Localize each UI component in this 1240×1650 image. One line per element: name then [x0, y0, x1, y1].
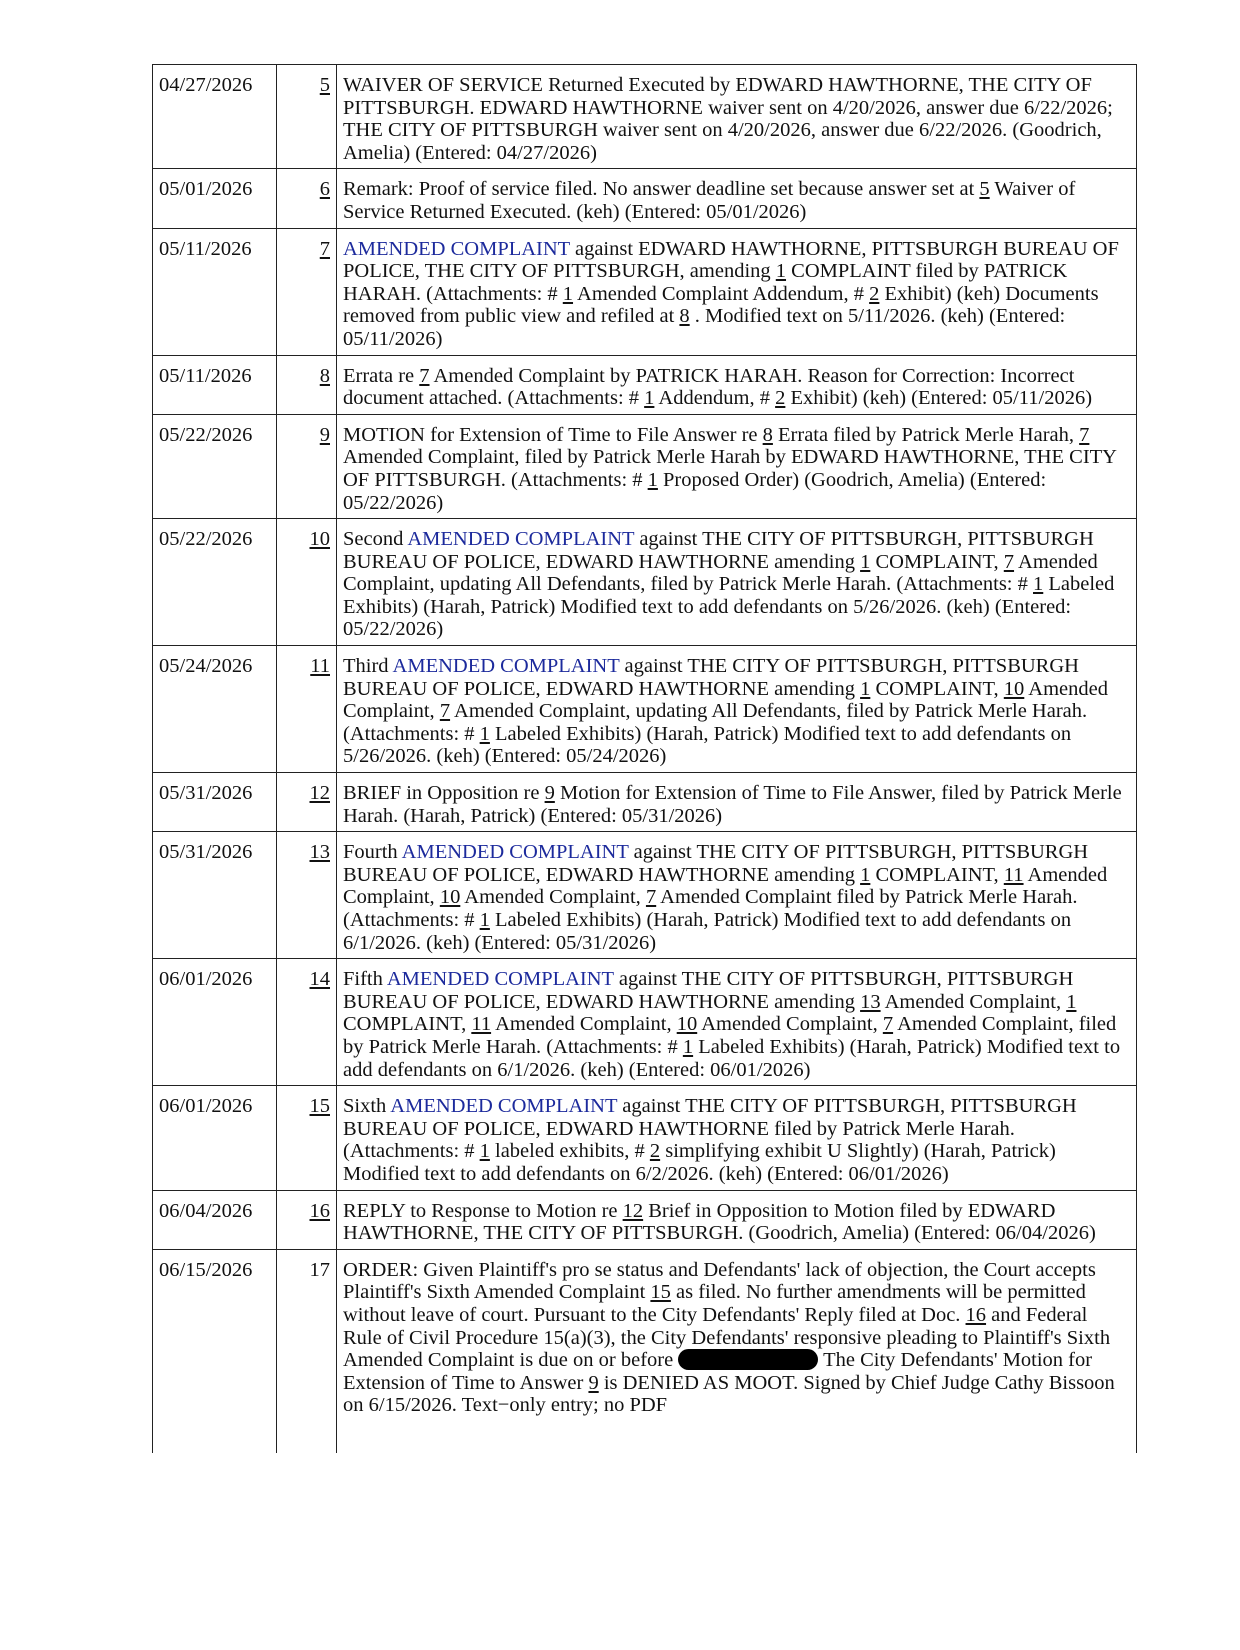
document-reference-link[interactable]: 2 — [649, 1140, 661, 1163]
docket-text-highlight: AMENDED COMPLAINT — [407, 528, 635, 551]
entry-date: 05/11/2026 — [153, 228, 277, 355]
document-reference-link[interactable]: 2 — [869, 282, 880, 305]
docket-entry-row — [153, 832, 1137, 959]
entry-number-link[interactable]: 5 — [319, 74, 330, 96]
docket-entry-row — [153, 646, 1137, 773]
docket-entry-row — [153, 1086, 1137, 1190]
docket-entry-row — [153, 1249, 1137, 1453]
docket-entry-row — [153, 519, 1137, 646]
document-reference-link[interactable]: 1 — [1066, 990, 1077, 1013]
document-reference-link[interactable]: 10 — [1003, 677, 1025, 700]
entry-description: Errata re 7 Amended Complaint by PATRICK HARAH. Reason for Correction: Incorrect document attached. (Attachments: # 1 Addendum, # 2 Exhibit) (keh) (Entered: 05/11/2026) — [337, 355, 1137, 414]
document-reference-link[interactable]: 2 — [775, 387, 786, 410]
entry-date: 06/01/2026 — [153, 1086, 277, 1190]
document-reference-link[interactable]: 9 — [544, 782, 555, 805]
document-reference-link[interactable]: 11 — [1003, 863, 1024, 886]
entry-number-link[interactable]: 8 — [319, 364, 330, 387]
document-reference-link[interactable]: 7 — [645, 886, 657, 909]
docket-entry-row — [153, 169, 1137, 228]
docket-entry-row — [153, 1190, 1137, 1249]
entry-description: ORDER: Given Plaintiff's pro se status and Defendants' lack of objection, the Court accepts Plaintiff's Sixth Amended Complaint 15 as filed. No further amendments will be permitted without leave of court. Pursuant to the City Defendants' Reply filed at Doc. 16 and Federal Rule of Civil Procedure 15(a)(3), the City Defendants' responsive pleading to Plaintiff's Sixth Amended Complaint is due on or before The City Defendants' Motion for Extension of Time to Answer 9 is DENIED AS MOOT. Signed by Chief Judge Cathy Bissoon on 6/15/2026. Text−only entry; no PDF — [337, 1249, 1137, 1453]
docket-entry-row — [153, 959, 1137, 1086]
entry-date: 05/22/2026 — [153, 519, 277, 646]
document-reference-link[interactable]: 1 — [775, 260, 787, 283]
document-reference-link[interactable]: 7 — [439, 700, 451, 723]
document-reference-link[interactable]: 1 — [479, 1140, 490, 1163]
entry-number-link[interactable]: 15 — [309, 1095, 330, 1118]
document-reference-link[interactable]: 1 — [860, 863, 871, 886]
entry-description: Fourth AMENDED COMPLAINT against THE CITY OF PITTSBURGH, PITTSBURGH BUREAU OF POLICE, EDWARD HAWTHORNE amending 1 COMPLAINT, 11 Amended Complaint, 10 Amended Complaint, 7 Amended Complaint filed by Patrick Merle Harah. (Attachments: # 1 Labeled Exhibits) (Harah, Patrick) Modified text to add defendants on 6/1/2026. (keh) (Entered: 05/31/2026) — [337, 832, 1137, 959]
document-reference-link[interactable]: 1 — [1033, 573, 1044, 596]
entry-description: WAIVER OF SERVICE Returned Executed by EDWARD HAWTHORNE, THE CITY OF PITTSBURGH. EDWARD HAWTHORNE waiver sent on 4/20/2026, answer due 6/22/2026; THE CITY OF PITTSBURGH waiver sent on 4/20/2026, answer due 6/22/2026. (Goodrich, Amelia) (Entered: 04/27/2026) — [337, 65, 1137, 169]
document-reference-link[interactable]: 7 — [1079, 423, 1090, 446]
document-reference-link[interactable]: 1 — [647, 468, 658, 491]
document-reference-link[interactable]: 1 — [860, 677, 871, 700]
docket-text-highlight: AMENDED COMPLAINT — [390, 1095, 618, 1118]
entry-description: BRIEF in Opposition re 9 Motion for Extension of Time to File Answer, filed by Patrick Merle Harah. (Harah, Patrick) (Entered: 05/31/2026) — [337, 773, 1137, 832]
entry-date: 05/24/2026 — [153, 646, 277, 773]
entry-number-cell — [277, 1249, 337, 1453]
entry-description: Fifth AMENDED COMPLAINT against THE CITY OF PITTSBURGH, PITTSBURGH BUREAU OF POLICE, EDWARD HAWTHORNE amending 13 Amended Complaint, 1 COMPLAINT, 11 Amended Complaint, 10 Amended Complaint, 7 Amended Complaint, filed by Patrick Merle Harah. (Attachments: # 1 Labeled Exhibits) (Harah, Patrick) Modified text to add defendants on 6/1/2026. (keh) (Entered: 06/01/2026) — [337, 959, 1137, 1086]
entry-number-cell — [277, 519, 337, 646]
entry-number-link[interactable]: 14 — [309, 968, 330, 991]
entry-date: 05/11/2026 — [153, 355, 277, 414]
docket-table — [152, 64, 1137, 1453]
entry-description: REPLY to Response to Motion re 12 Brief in Opposition to Motion filed by EDWARD HAWTHORNE, THE CITY OF PITTSBURGH. (Goodrich, Amelia) (Entered: 06/04/2026) — [337, 1190, 1137, 1249]
entry-description: MOTION for Extension of Time to File Answer re 8 Errata filed by Patrick Merle Harah, 7 Amended Complaint, filed by Patrick Merle Harah by EDWARD HAWTHORNE, THE CITY OF PITTSBURGH. (Attachments: # 1 Proposed Order) (Goodrich, Amelia) (Entered: 05/22/2026) — [337, 414, 1137, 518]
docket-text-highlight: AMENDED COMPLAINT — [386, 968, 614, 991]
docket-table-body — [153, 65, 1137, 1453]
docket-text-highlight: AMENDED COMPLAINT — [401, 841, 629, 864]
document-reference-link[interactable]: 7 — [882, 1013, 894, 1036]
document-reference-link[interactable]: 7 — [1003, 550, 1015, 573]
entry-number-link[interactable]: 13 — [309, 841, 330, 864]
entry-number-cell — [277, 773, 337, 832]
document-reference-link[interactable]: 13 — [860, 990, 881, 1013]
docket-text-highlight: AMENDED COMPLAINT — [343, 237, 570, 260]
entry-date: 06/15/2026 — [153, 1249, 277, 1453]
entry-date: 05/01/2026 — [153, 169, 277, 228]
entry-description: AMENDED COMPLAINT against EDWARD HAWTHORNE, PITTSBURGH BUREAU OF POLICE, THE CITY OF PITTSBURGH, amending 1 COMPLAINT filed by PATRICK HARAH. (Attachments: # 1 Amended Complaint Addendum, # 2 Exhibit) (keh) Documents removed from public view and refiled at 8 . Modified text on 5/11/2026. (keh) (Entered: 05/11/2026) — [337, 228, 1137, 355]
entry-number-link[interactable]: 11 — [310, 655, 330, 678]
document-reference-link[interactable]: 1 — [682, 1035, 694, 1058]
document-reference-link[interactable]: 1 — [479, 722, 490, 745]
document-reference-link[interactable]: 1 — [479, 909, 490, 931]
entry-description: Third AMENDED COMPLAINT against THE CITY OF PITTSBURGH, PITTSBURGH BUREAU OF POLICE, EDWARD HAWTHORNE amending 1 COMPLAINT, 10 Amended Complaint, 7 Amended Complaint, updating All Defendants, filed by Patrick Merle Harah. (Attachments: # 1 Labeled Exhibits) (Harah, Patrick) Modified text to add defendants on 5/26/2026. (keh) (Entered: 05/24/2026) — [337, 646, 1137, 773]
document-reference-link[interactable]: 10 — [676, 1013, 698, 1036]
document-reference-link[interactable]: 8 — [762, 423, 773, 446]
entry-date: 04/27/2026 — [153, 65, 277, 169]
entry-number: 17 — [309, 1258, 330, 1281]
entry-number-link[interactable]: 6 — [319, 178, 330, 201]
entry-date: 06/01/2026 — [153, 959, 277, 1086]
entry-date: 05/31/2026 — [153, 773, 277, 832]
document-reference-link[interactable]: 5 — [979, 178, 990, 201]
docket-entry-row — [153, 355, 1137, 414]
entry-number-cell — [277, 832, 337, 959]
entry-number-cell — [277, 414, 337, 518]
document-reference-link[interactable]: 15 — [650, 1281, 671, 1304]
document-reference-link[interactable]: 11 — [471, 1013, 492, 1036]
entry-number-cell — [277, 646, 337, 773]
redaction-mark — [678, 1349, 818, 1370]
document-reference-link[interactable]: 1 — [644, 387, 655, 410]
entry-number-link[interactable]: 12 — [309, 782, 330, 805]
entry-description: Second AMENDED COMPLAINT against THE CITY OF PITTSBURGH, PITTSBURGH BUREAU OF POLICE, EDWARD HAWTHORNE amending 1 COMPLAINT, 7 Amended Complaint, updating All Defendants, filed by Patrick Merle Harah. (Attachments: # 1 Labeled Exhibits) (Harah, Patrick) Modified text to add defendants on 5/26/2026. (keh) (Entered: 05/22/2026) — [337, 519, 1137, 646]
entry-date: 05/31/2026 — [153, 832, 277, 959]
entry-number-link[interactable]: 9 — [319, 423, 330, 446]
docket-text-highlight: AMENDED COMPLAINT — [392, 655, 620, 678]
entry-number-link[interactable]: 7 — [319, 237, 330, 260]
document-reference-link[interactable]: 10 — [439, 886, 461, 909]
entry-number-cell — [277, 1086, 337, 1190]
entry-number-cell — [277, 169, 337, 228]
entry-number-link[interactable]: 10 — [309, 528, 330, 551]
docket-entry-row — [153, 65, 1137, 169]
entry-number-cell — [277, 1190, 337, 1249]
entry-number-link[interactable]: 16 — [309, 1199, 330, 1222]
entry-description: Remark: Proof of service filed. No answer deadline set because answer set at 5 Waiver of Service Returned Executed. (keh) (Entered: 05/01/2026) — [337, 169, 1137, 228]
document-reference-link[interactable]: 16 — [965, 1303, 987, 1326]
entry-number-cell — [277, 65, 337, 169]
document-reference-link[interactable]: 9 — [588, 1371, 599, 1394]
entry-description: Sixth AMENDED COMPLAINT against THE CITY OF PITTSBURGH, PITTSBURGH BUREAU OF POLICE, EDWARD HAWTHORNE filed by Patrick Merle Harah. (Attachments: # 1 labeled exhibits, # 2 simplifying exhibit U Slightly) (Harah, Patrick) Modified text to add defendants on 6/2/2026. (keh) (Entered: 06/01/2026) — [337, 1086, 1137, 1190]
docket-entry-row — [153, 773, 1137, 832]
document-reference-link[interactable]: 1 — [860, 550, 871, 573]
entry-number-cell — [277, 959, 337, 1086]
entry-number-cell — [277, 228, 337, 355]
document-reference-link[interactable]: 7 — [419, 364, 430, 387]
entry-date: 06/04/2026 — [153, 1190, 277, 1249]
entry-date: 05/22/2026 — [153, 414, 277, 518]
document-reference-link[interactable]: 8 — [679, 305, 690, 328]
docket-entry-row — [153, 414, 1137, 518]
document-reference-link[interactable]: 12 — [622, 1199, 644, 1222]
docket-entry-row — [153, 228, 1137, 355]
entry-number-cell — [277, 355, 337, 414]
document-reference-link[interactable]: 1 — [562, 282, 574, 305]
